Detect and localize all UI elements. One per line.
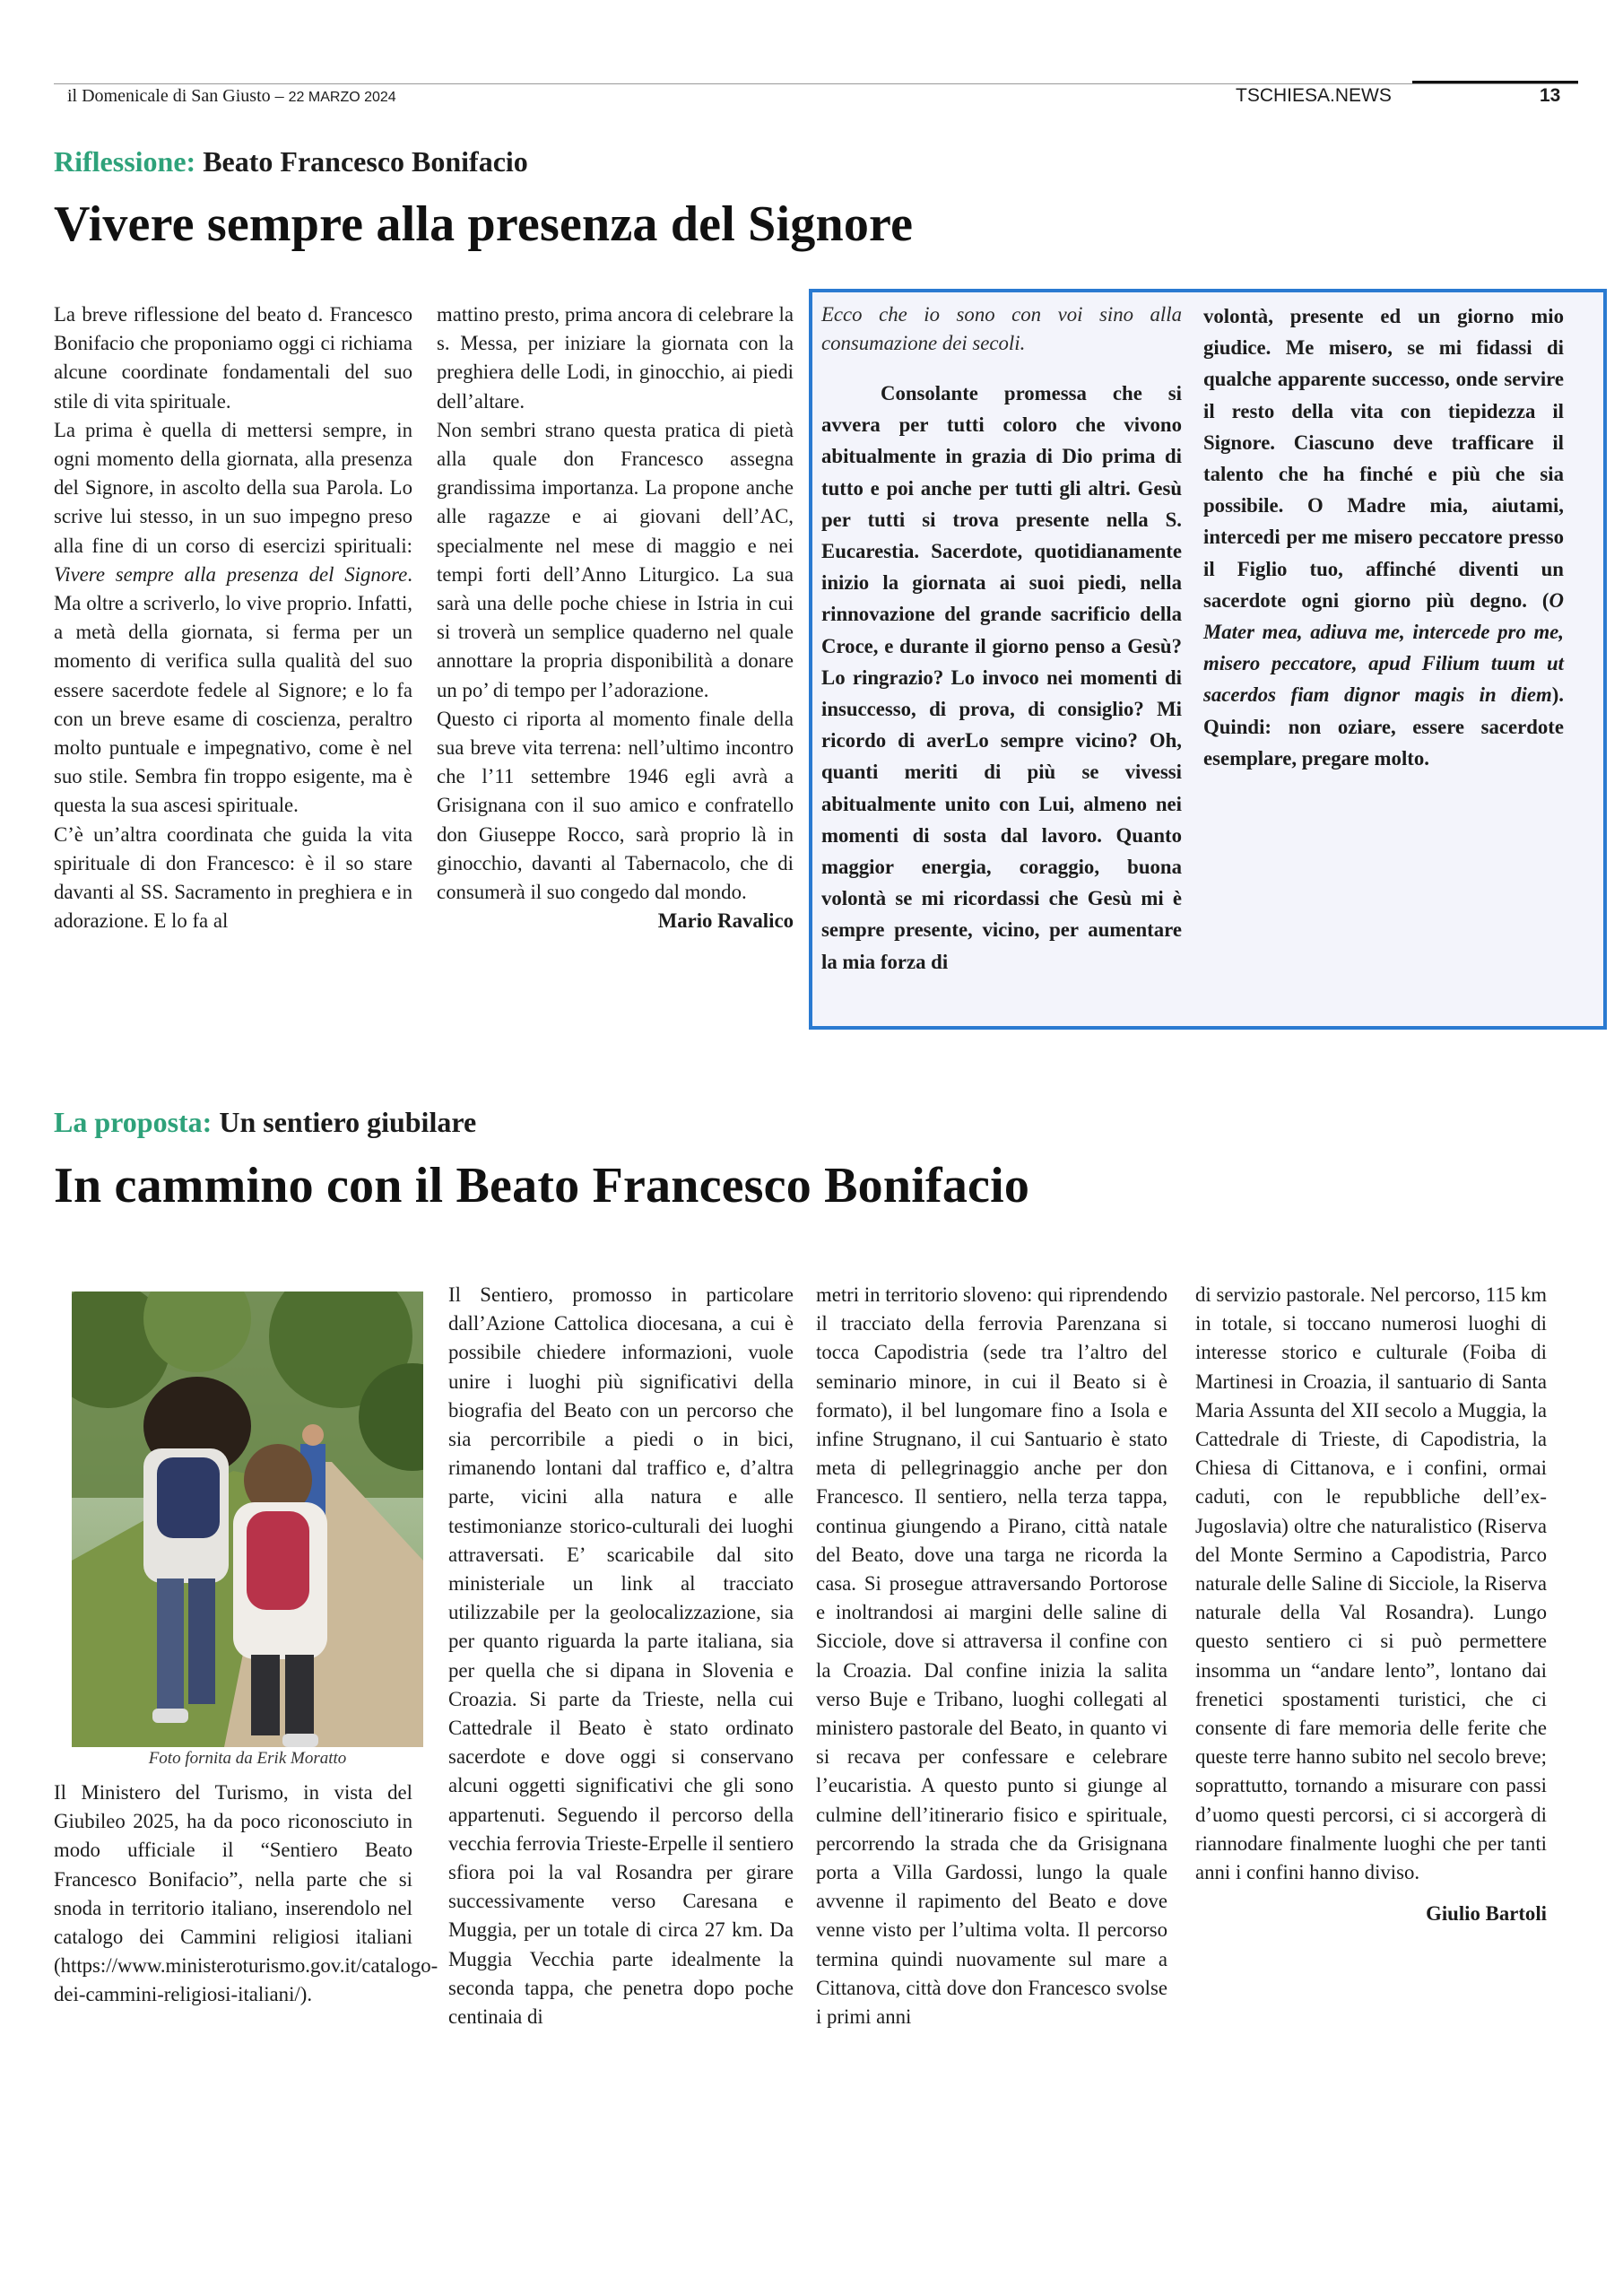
article1-author: Mario Ravalico	[657, 909, 794, 933]
article1-column-1	[54, 300, 412, 935]
article1-paragraph: mattino presto, prima ancora di celebrare la s. Messa, per iniziare la giornata con la preghiera delle Lodi, in ginocchio, ai piedi dell’altare.	[437, 303, 794, 413]
quote-text: volontà, presente ed un giorno mio giudice. Me misero, se mi fidassi di qualche apparente successo, onde servire il resto della vita con tiepidezza il Signore. Ciascuno deve trafficare il talento che ha finché e più che sia possibile. O Madre mia, aiutami, intercedi per me misero peccatore presso il Figlio tuo, affinché diventi un sacerdote ogni giorno più degno. (	[1203, 305, 1564, 612]
quote-box-lead: Ecco che io sono con voi sino alla consumazione dei secoli.	[821, 303, 1182, 354]
quote-box-text	[1203, 300, 1564, 774]
site-name: TSCHIESA.NEWS	[1236, 85, 1392, 106]
article1-paragraph	[54, 416, 412, 821]
quote-box-column-1	[821, 300, 1182, 978]
article1-kicker	[54, 145, 528, 178]
article1-paragraph: C’è un’altra coordinata che guida la vita spirituale di don Francesco: è il so stare davanti al SS. Sacramento in preghiera e in adorazione. E lo fa al	[54, 822, 412, 933]
article2-column-3	[816, 1281, 1167, 2031]
quote-box-text: Consolante promessa che si avvera per tutti coloro che vivono abitualmente in grazia di Dio prima di tutto e poi anche per tutti gli altri. Gesù per tutti si trova presente nella S. Eucarestia. Sacerdote, quotidianamente inizio la giornata ai suoi piedi, nella rinnovazione del grande sacrificio della Croce, e durante il giorno penso a Gesù? Lo ringrazio? Lo invoco nei momenti di insuccesso, di prova, di consiglio? Mi ricordo di averLo sempre vicino? Oh, quanti meriti di più se vivessi abitualmente unito con Lui, almeno nei momenti di sosta dal lavoro. Quanto maggior energia, coraggio, buona volontà se mi ricordassi che Gesù mi è sempre presente, vicino, per aumentare la mia forza di	[821, 382, 1182, 973]
photo-caption: Foto fornita da Erik Moratto	[148, 1749, 347, 1768]
article2-kicker-label: La proposta:	[54, 1106, 213, 1138]
latin-prayer: O Mater mea, adiuva me, intercede pro me, misero peccatore, apud Filium tuum ut sacerdos fiam dignor magis in diem	[1203, 588, 1564, 707]
article1-column-2	[437, 300, 794, 935]
article2-paragraph: Il Ministero del Turismo, in vista del Giubileo 2025, ha da poco riconosciuto in modo ufficiale il “Sentiero Beato Francesco Bonifacio”, nella parte che si snoda in territorio italiano, inserendolo nel catalogo dei Cammini religiosi italiani (https://www.ministeroturismo.gov.it/catalogo-dei-cammini-religiosi-italiani/).	[54, 1781, 438, 2006]
article1-paragraph: La breve riflessione del beato d. Francesco Bonifacio che proponiamo oggi ci richiama alcune coordinate fondamentali del suo stile di vita spirituale.	[54, 303, 412, 413]
page-number: 13	[1540, 85, 1561, 106]
photo-illustration	[72, 1292, 423, 1747]
header-separator: –	[270, 86, 289, 106]
paragraph-text: . Ma oltre a scriverlo, lo vive proprio. Infatti, a metà della giornata, si ferma per un momento di verifica sulla qualità del suo essere sacerdote fedele al Signore; e lo fa con un breve esame di coscienza, peraltro molto puntuale e impegnativo, come è nel suo stile. Sembra fin troppo esigente, ma è questa la sua ascesi spirituale.	[54, 562, 412, 817]
article2-paragraph: Il Sentiero, promosso in particolare dall’Azione Cattolica diocesana, a cui è possibile chiedere informazioni, vuole unire i luoghi più significativi della biografia del Beato con un percorso che sia percorribile a piedi o in bici, rimanendo lontani dal traffico e, d’altra parte, vicini alla natura e alle testimonianze storico-culturali dei luoghi attraversati. E’ scaricabile dal sito ministeriale un link al tracciato utilizzabile per la geolocalizzazione, sia per quanto riguarda la parte italiana, sia per quella che si dipana in Slovenia e Croazia. Si parte da Trieste, nella cui Cattedrale il Beato è stato ordinato sacerdote e dove oggi si conservano alcuni oggetti significativi che gli sono appartenuti. Seguendo il percorso della vecchia ferrovia Trieste-Erpelle il sentiero sfiora poi la val Rosandra per girare successivamente verso Caresana e Muggia, per un totale di circa 27 km. Da Muggia Vecchia parte idealmente la seconda tappa, che penetra dopo poche centinaia di	[448, 1283, 794, 2029]
article1-kicker-topic: Beato Francesco Bonifacio	[203, 145, 528, 178]
article2-kicker-topic: Un sentiero giubilare	[219, 1106, 477, 1138]
article1-kicker-label: Riflessione:	[54, 145, 196, 178]
article2-title: In cammino con il Beato Francesco Bonifacio	[54, 1158, 1030, 1213]
article2-column-4	[1195, 1281, 1547, 1928]
article2-column-1	[54, 1779, 438, 2010]
article2-paragraph: di servizio pastorale. Nel percorso, 115 km in totale, si toccano numerosi luoghi di interesse storico e culturale (Foiba di Martinesi in Croazia, il santuario di Santa Maria Assunta del XII secolo a Muggia, la Cattedrale di Trieste, di Capodistria, la Chiesa di Cittanova, e i confini, ormai caduti, con le repubbliche dell’ex-Jugoslavia) oltre che naturalistico (Riserva del Monte Sermino a Capodistria, Parco naturale delle Saline di Sicciole, la Riserva naturale della Val Rosandra). Lungo questo sentiero ci si può permettere insomma un “andare lento”, lontano dai frenetici spostamenti turistici, che ci consente di fare memoria delle ferite che queste terre hanno subito nel secolo breve; soprattutto, tornando a misurare con passi d’uomo questi percorsi, ci si accorgerà di riannodare finalmente luoghi che per tanti anni i confini hanno diviso.	[1195, 1283, 1547, 1884]
article1-title: Vivere sempre alla presenza del Signore	[54, 196, 914, 252]
article2-kicker	[54, 1106, 476, 1139]
publication-line	[67, 86, 396, 107]
header-rule	[54, 83, 1578, 84]
article2-column-2	[448, 1281, 794, 2031]
article2-author: Giulio Bartoli	[1426, 1902, 1547, 1926]
paragraph-text: La prima è quella di mettersi sempre, in ogni momento della giornata, alla presenza del Signore, in ascolto della sua Parola. Lo scrive lui stesso, in un suo impegno preso alla fine di un corso di esercizi spirituali:	[54, 418, 412, 557]
hikers-photo	[72, 1292, 423, 1747]
quote-box	[809, 289, 1607, 1030]
quote-box-column-2	[1203, 300, 1564, 774]
page-number-rule	[1412, 81, 1578, 83]
publication-name: il Domenicale di San Giusto	[67, 86, 271, 106]
publication-date: 22 MARZO 2024	[288, 90, 396, 105]
article1-paragraph: Non sembri strano questa pratica di pietà alla quale don Francesco assegna grandissima importanza. La propone anche alle ragazze e ai giovani dell’AC, specialmente nel mese di maggio e nei tempi forti dell’Anno Liturgico. La sua sarà una delle poche chiese in Istria in cui si troverà un semplice quaderno nel quale annottare la propria disponibilità a donare un po’ di tempo per l’adorazione.	[437, 418, 794, 701]
quote-text: ). Quindi: non oziare, essere sacerdote esemplare, pregare molto.	[1203, 683, 1564, 770]
article2-paragraph: metri in territorio sloveno: qui riprendendo il tracciato della ferrovia Parenzana si tocca Capodistria (sede tra l’altro del seminario minore, in cui il Beato si è formato), il bel lungomare fino a Isola e infine Strugnano, il cui Santuario è stato meta di pellegrinaggio anche per don Francesco. Il sentiero, nella terza tappa, continua giungendo a Pirano, città natale del Beato, dove una targa ne ricorda la casa. Si prosegue attraversando Portorose e inoltrandosi ai margini delle saline di Sicciole, dove si attraversa il confine con la Croazia. Dal confine inizia la salita verso Buje e Tribano, luoghi collegati al ministero pastorale del Beato, in quanto vi si recava per confessare e celebrare l’eucaristia. A questo punto si giunge al culmine dell’itinerario fisico e spirituale, percorrendo la strada che da Grisignana porta a Villa Gardossi, lungo la quale avvenne il rapimento del Beato e dove venne visto per l’ultima volta. Il percorso termina quindi nuovamente sul mare a Cittanova, città dove don Francesco svolse i primi anni	[816, 1283, 1167, 2029]
quoted-commitment: Vivere sempre alla presenza del Signore	[54, 562, 408, 586]
article1-paragraph: Questo ci riporta al momento finale della sua breve vita terrena: nell’ultimo incontro che l’11 settembre 1946 egli avrà a Grisignana con il suo amico e confratello don Giuseppe Rocco, sarà proprio là in ginocchio, davanti al Tabernacolo, che di consumerà il suo congedo dal mondo.	[437, 707, 794, 904]
